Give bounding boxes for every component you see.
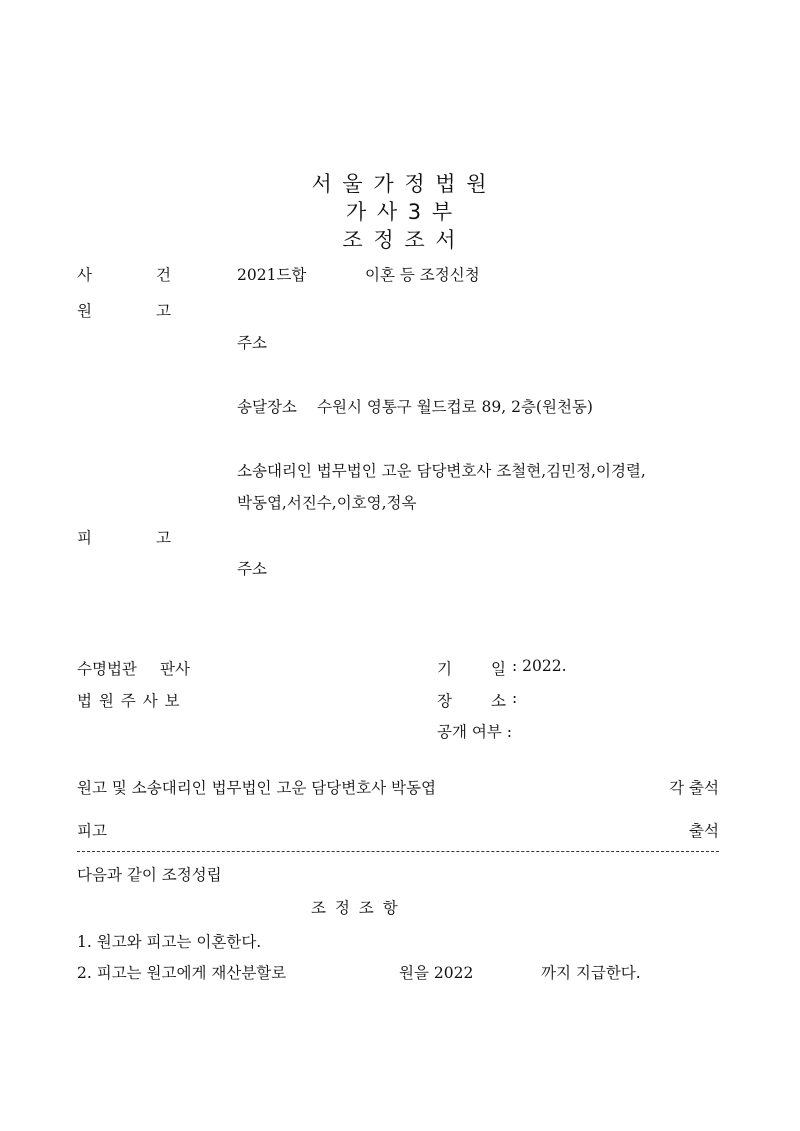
result-intro: 다음과 같이 조정성립 (77, 866, 222, 884)
plaintiff-delivery-address: 수원시 영통구 월드컵로 89, 2층(원천동) (317, 398, 593, 416)
plaintiff-label-b: 고 (156, 302, 171, 320)
public-label: 공개 여부 : (437, 723, 512, 741)
judge-title: 판사 (160, 660, 190, 678)
case-label-b: 건 (156, 266, 171, 284)
plaintiff-delivery-label: 송달장소 (237, 398, 297, 416)
section-divider (77, 851, 719, 852)
defendant-label-a: 피 (77, 529, 92, 547)
attendance-party-2: 피고 (77, 822, 107, 840)
attendance-status-1: 각 출석 (669, 779, 719, 797)
term-1: 1. 원고와 피고는 이혼한다. (77, 933, 262, 951)
place-value: : (512, 689, 518, 707)
place-label-a: 장 (437, 692, 452, 710)
terms-title: 조 정 조 항 (311, 899, 400, 917)
plaintiff-counsel-line2: 박동엽,서진수,이호영,정옥 (237, 494, 417, 512)
date-label-a: 기 (437, 660, 452, 678)
attendance-status-2: 출석 (689, 822, 719, 840)
attendance-party-1: 원고 및 소송대리인 법무법인 고운 담당변호사 박동엽 (77, 779, 436, 797)
term-2-part-c: 까지 지급한다. (541, 964, 641, 982)
place-label-b: 소 (491, 692, 506, 710)
document-type: 조 정 조 서 (342, 228, 458, 252)
term-2-part-b: 원을 2022 (399, 964, 474, 982)
plaintiff-label-a: 원 (77, 302, 92, 320)
case-number: 2021드합 (237, 266, 307, 284)
term-2-part-a: 2. 피고는 원고에게 재산분할로 (77, 964, 287, 982)
plaintiff-address-label: 주소 (237, 334, 267, 352)
clerk-label: 법 원 주 사 보 (77, 692, 181, 710)
plaintiff-counsel-line1: 소송대리인 법무법인 고운 담당변호사 조철현,김민정,이경렬, (237, 462, 646, 480)
defendant-address-label: 주소 (237, 560, 267, 578)
case-label-a: 사 (77, 266, 92, 284)
defendant-label-b: 고 (156, 529, 171, 547)
division-name: 가 사 3 부 (345, 200, 455, 224)
case-name: 이혼 등 조정신청 (365, 266, 480, 284)
judge-label: 수명법관 (77, 660, 137, 678)
court-name: 서 울 가 정 법 원 (311, 172, 489, 196)
date-value: : 2022. (512, 657, 567, 675)
date-label-b: 일 (491, 660, 506, 678)
